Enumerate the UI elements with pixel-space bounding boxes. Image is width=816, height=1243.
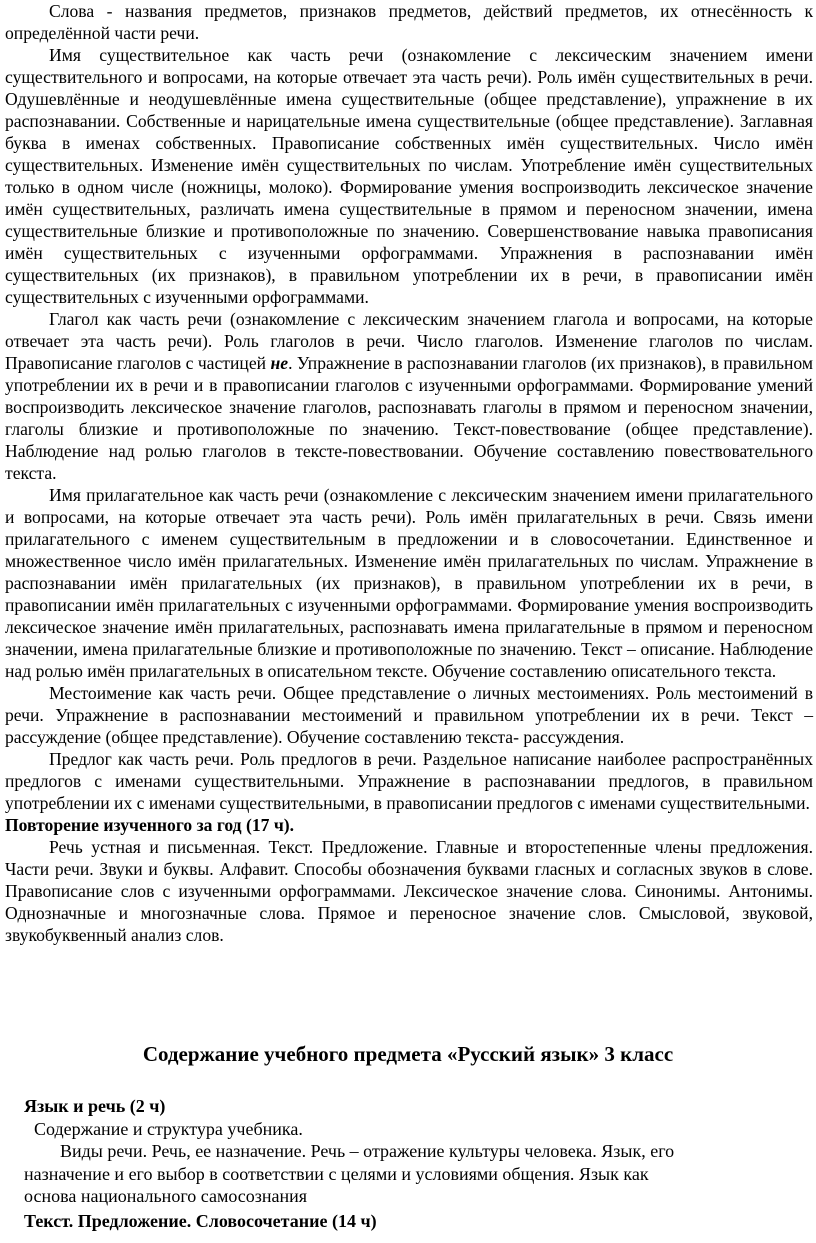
review-heading: Повторение изученного за год (17 ч). — [5, 815, 295, 835]
paragraph-review: Речь устная и письменная. Текст. Предложение. Главные и второстепенные члены предложения. Части речи. Звуки и буквы. Алфавит. Способы обозначения буквами гласных и согласных звуков в слове. Правописание слов с изученными орфограммами. Лексическое значение слова. Синонимы. Антонимы. Однозначные и многозначные слова. Прямое и переносное значение слов. Смысловой, звуковой, звукобуквенный анализ слов. — [5, 837, 813, 945]
main-body-text — [5, 0, 813, 946]
paragraph-preposition: Предлог как часть речи. Роль предлогов в речи. Раздельное написание наиболее распространённых предлогов с именами существительными. Упражнение в распознавании предлогов, в правильном употреблении их с именами существительными, в правописании предлогов с именами существительными. — [5, 749, 813, 813]
text-sentence-heading: Текст. Предложение. Словосочетание (14 ч) — [24, 1210, 377, 1231]
language-speech-heading: Язык и речь (2 ч) — [24, 1096, 166, 1116]
speech-types-line-1: Виды речи. Речь, ее назначение. Речь – отражение культуры человека. Язык, его — [60, 1141, 675, 1161]
paragraph-noun: Имя существительное как часть речи (ознакомление с лексическим значением имени существительного и вопросами, на которые отвечает эта часть речи). Роль имён существительных в речи. Одушевлённые и неодушевлённые имена существительные (общее представление), упражнение в их распознавании. Собственные и нарицательные имена существительные (общее представление). Заглавная буква в именах собственных. Правописание собственных имён существительных. Число имён существительных. Изменение имён существительных по числам. Употребление имён существительных только в одном числе (ножницы, молоко). Формирование умения воспроизводить лексическое значение имён существительных, различать имена существительные в прямом и переносном значении, имена существительные близкие и противоположные по значению. Совершенствование навыка правописания имён существительных с изученными орфограммами. Упражнения в распознавании имён существительных (их признаков), в правильном употреблении их в речи, в правописании имён существительных с изученными орфограммами. — [5, 45, 813, 307]
verb-text-start: Глагол как часть речи (ознакомление с лексическим значением глагола и вопросами, на которые отвечает эта часть речи). Роль глаголов в речи. Число глаголов. Изменение глаголов по числам. Правописание глаголов с частицей — [5, 309, 813, 373]
speech-types-line-3: основа национального самосознания — [24, 1186, 308, 1206]
particle-ne: не — [270, 353, 289, 373]
paragraph-verb — [5, 308, 813, 484]
paragraph-pronoun: Местоимение как часть речи. Общее представление о личных местоимениях. Роль местоимений в речи. Упражнение в распознавании местоимений и правильном употреблении их в речи. Текст – рассуждение (общее представление). Обучение составлению текста- рассуждения. — [5, 683, 813, 747]
verb-text-end: . Упражнение в распознавании глаголов (их признаков), в правильном употреблении их в речи и в правописании глаголов с изученными орфограммами. Формирование умений воспроизводить лексическое значение глаголов, распознавать глаголы в прямом и переносном значении, глаголы близкие и противоположные по значению. Текст-повествование (общее представление). Наблюдение над ролью глаголов в тексте-повествовании. Обучение составлению повествовательного текста. — [5, 353, 813, 483]
section-title: Содержание учебного предмета «Русский язык» 3 класс — [142, 1042, 674, 1066]
speech-types-line-2: назначение и его выбор в соответствии с целями и условиями общения. Язык как — [24, 1163, 649, 1184]
paragraph-adjective: Имя прилагательное как часть речи (ознакомление с лексическим значением имени прилагательного и вопросами, на которые отвечает эта часть речи). Роль имён прилагательных в речи. Связь имени прилагательного с именем существительным в предложении и в словосочетании. Единственное и множественное число имён прилагательных. Изменение имён прилагательных по числам. Упражнение в распознавании имён прилагательных (их признаков), в правильном употреблении их в речи, в правописании имён прилагательных с изученными орфограммами. Формирование умения воспроизводить лексическое значение имён прилагательных, распознавать имена прилагательные в прямом и переносном значении, имена прилагательные близкие и противоположные по значению. Текст – описание. Наблюдение над ролью имён прилагательных в описательном тексте. Обучение составлению описательного текста. — [5, 485, 813, 681]
paragraph-words: Слова - названия предметов, признаков предметов, действий предметов, их отнесённость к определённой части речи. — [5, 1, 813, 43]
textbook-structure-line: Содержание и структура учебника. — [34, 1118, 303, 1139]
grade3-content — [24, 1095, 784, 1232]
